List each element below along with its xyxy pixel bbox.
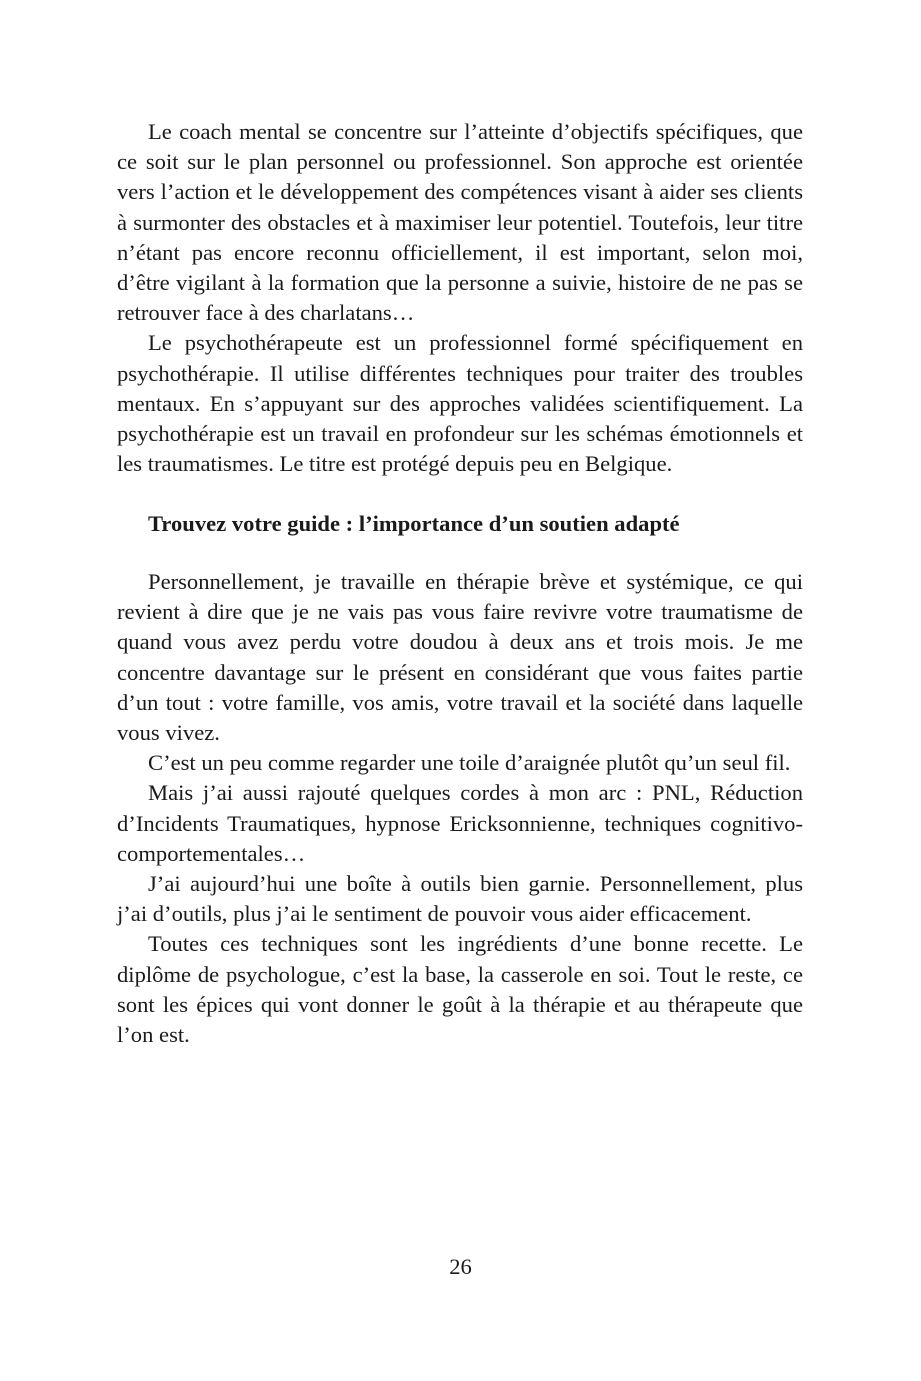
paragraph-toile-araignee: C’est un peu comme regarder une toile d’araignée plutôt qu’un seul fil. (148, 750, 791, 776)
paragraph-boite-outils: J’ai aujourd’hui une boîte à outils bien garnie. Personnellement, plus j’ai d’outils, plus j’ai le sentiment de pouvoir vous aider efficacement. (117, 871, 803, 927)
body-text-bottom (117, 567, 803, 1050)
paragraph-therapie-breve: Personnellement, je travaille en thérapie brève et systémique, ce qui revient à dire que je ne vais pas vous faire revivre votre traumatisme de quand vous avez perdu votre doudou à deux ans et trois mois. Je me concentre davantage sur le présent en considérant que vous faites partie d’un tout : votre famille, vos amis, votre travail et la société dans laquelle vous vivez. (117, 569, 803, 746)
paragraph-coach-mental: Le coach mental se concentre sur l’atteinte d’objectifs spécifiques, que ce soit sur le plan personnel ou professionnel. Son approche est orientée vers l’action et le développement des compétences visant à aider ses clients à surmonter des obstacles et à maximiser leur potentiel. Toutefois, leur titre n’étant pas encore reconnu officiellement, il est important, selon moi, d’être vigilant à la formation que la personne a suivie, histoire de ne pas se retrouver face à des charlatans… (117, 119, 803, 326)
paragraph-cordes-arc: Mais j’ai aussi rajouté quelques cordes à mon arc : PNL, Réduction d’Incidents Traumatiques, hypnose Ericksonnienne, techniques cognitivo-comportementales… (117, 780, 803, 866)
paragraph-ingredients: Toutes ces techniques sont les ingrédients d’une bonne recette. Le diplôme de psychologue, c’est la base, la casserole en soi. Tout le reste, ce sont les épices qui vont donner le goût à la thérapie et au thérapeute que l’on est. (117, 931, 803, 1048)
page-number: 26 (449, 1254, 472, 1279)
paragraph-psychotherapeute: Le psychothérapeute est un professionnel formé spécifiquement en psychothérapie. Il utilise différentes techniques pour traiter des troubles mentaux. En s’appuyant sur des approches validées scientifiquement. La psychothérapie est un travail en profondeur sur les schémas émotionnels et les traumatismes. Le titre est protégé depuis peu en Belgique. (117, 330, 803, 477)
section-heading: Trouvez votre guide : l’importance d’un soutien adapté (148, 511, 680, 536)
body-text-top (117, 117, 803, 479)
